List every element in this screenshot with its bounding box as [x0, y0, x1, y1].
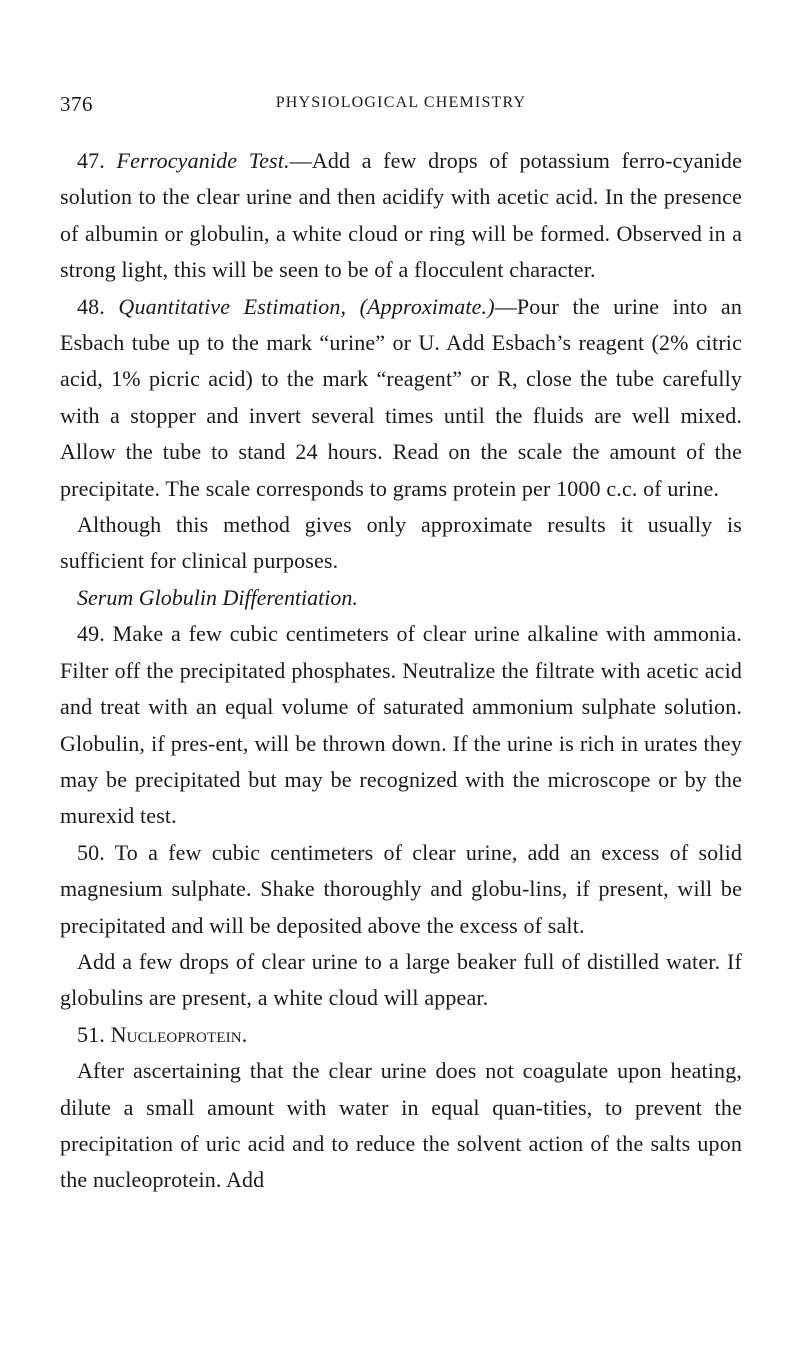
paragraph-text: Make a few cubic centimeters of clear urine alkaline with ammonia. Filter off the precipitated phosphates. Neutralize the filtrate with acetic acid and treat with an equal volume of saturated ammonium sulphate solution. Globulin, if pres-ent, will be thrown down. If the urine is rich in urates they may be precipitated but may be recognized with the microscope or by the murexid test. [60, 621, 742, 829]
paragraph-title: Quantitative Estimation, (Approximate.) [118, 293, 495, 319]
paragraph-50-note [60, 944, 742, 1017]
paragraph-text: —Pour the urine into an Esbach tube up to the mark “urine” or U. Add Esbach’s reagent (2% citric acid, 1% picric acid) to the mark “reagent” or R, close the tube carefully with a stopper and invert several times until the fluids are well mixed. Allow the tube to stand 24 hours. Read on the scale the amount of the precipitate. The scale corresponds to grams protein per 1000 c.c. of urine. [60, 293, 742, 501]
paragraph-text: Add a few drops of clear urine to a large beaker full of distilled water. If globulins are present, a white cloud will appear. [60, 948, 742, 1011]
paragraph-48-note [60, 507, 742, 580]
paragraph-text: After ascertaining that the clear urine does not coagulate upon heating, dilute a small amount with water in equal quan-tities, to prevent the precipitation of uric acid and to reduce the solvent action of the salts upon the nucleoprotein. Add [60, 1058, 742, 1193]
paragraph-text: Although this method gives only approximate results it usually is sufficient for clinical purposes. [60, 512, 742, 574]
paragraph-number: 49. [77, 621, 105, 647]
page-number: 376 [60, 92, 93, 116]
running-head [60, 92, 742, 122]
paragraph-48 [60, 289, 742, 507]
section-heading [60, 580, 742, 616]
paragraph-49 [60, 616, 742, 834]
paragraph-number: 48. [77, 293, 105, 319]
section-heading-text: Serum Globulin Differentiation. [77, 584, 358, 610]
paragraph-number: 47. [77, 148, 105, 173]
paragraph-number: 51. [77, 1021, 105, 1047]
paragraph-47 [60, 143, 742, 289]
paragraph-51 [60, 1017, 742, 1053]
paragraph-title: Ferrocyanide Test. [116, 148, 290, 173]
paragraph-50 [60, 835, 742, 944]
paragraph-text: To a few cubic centimeters of clear urine, add an excess of solid magnesium sulphate. Shake thoroughly and globu-lins, if present, will be precipitated and will be deposited above the excess of salt. [60, 839, 742, 938]
paragraph-text: —Add a few drops of potassium ferro-cyanide solution to the clear urine and then acidify with acetic acid. In the presence of albumin or globulin, a white cloud or ring will be formed. Observed in a strong light, this will be seen to be of a flocculent character. [60, 148, 742, 283]
paragraph-number: 50. [77, 839, 105, 865]
body-text [60, 143, 742, 1199]
paragraph-51-text [60, 1053, 742, 1199]
running-title: PHYSIOLOGICAL CHEMISTRY [275, 94, 527, 111]
paragraph-title: Nucleoprotein. [110, 1021, 248, 1047]
